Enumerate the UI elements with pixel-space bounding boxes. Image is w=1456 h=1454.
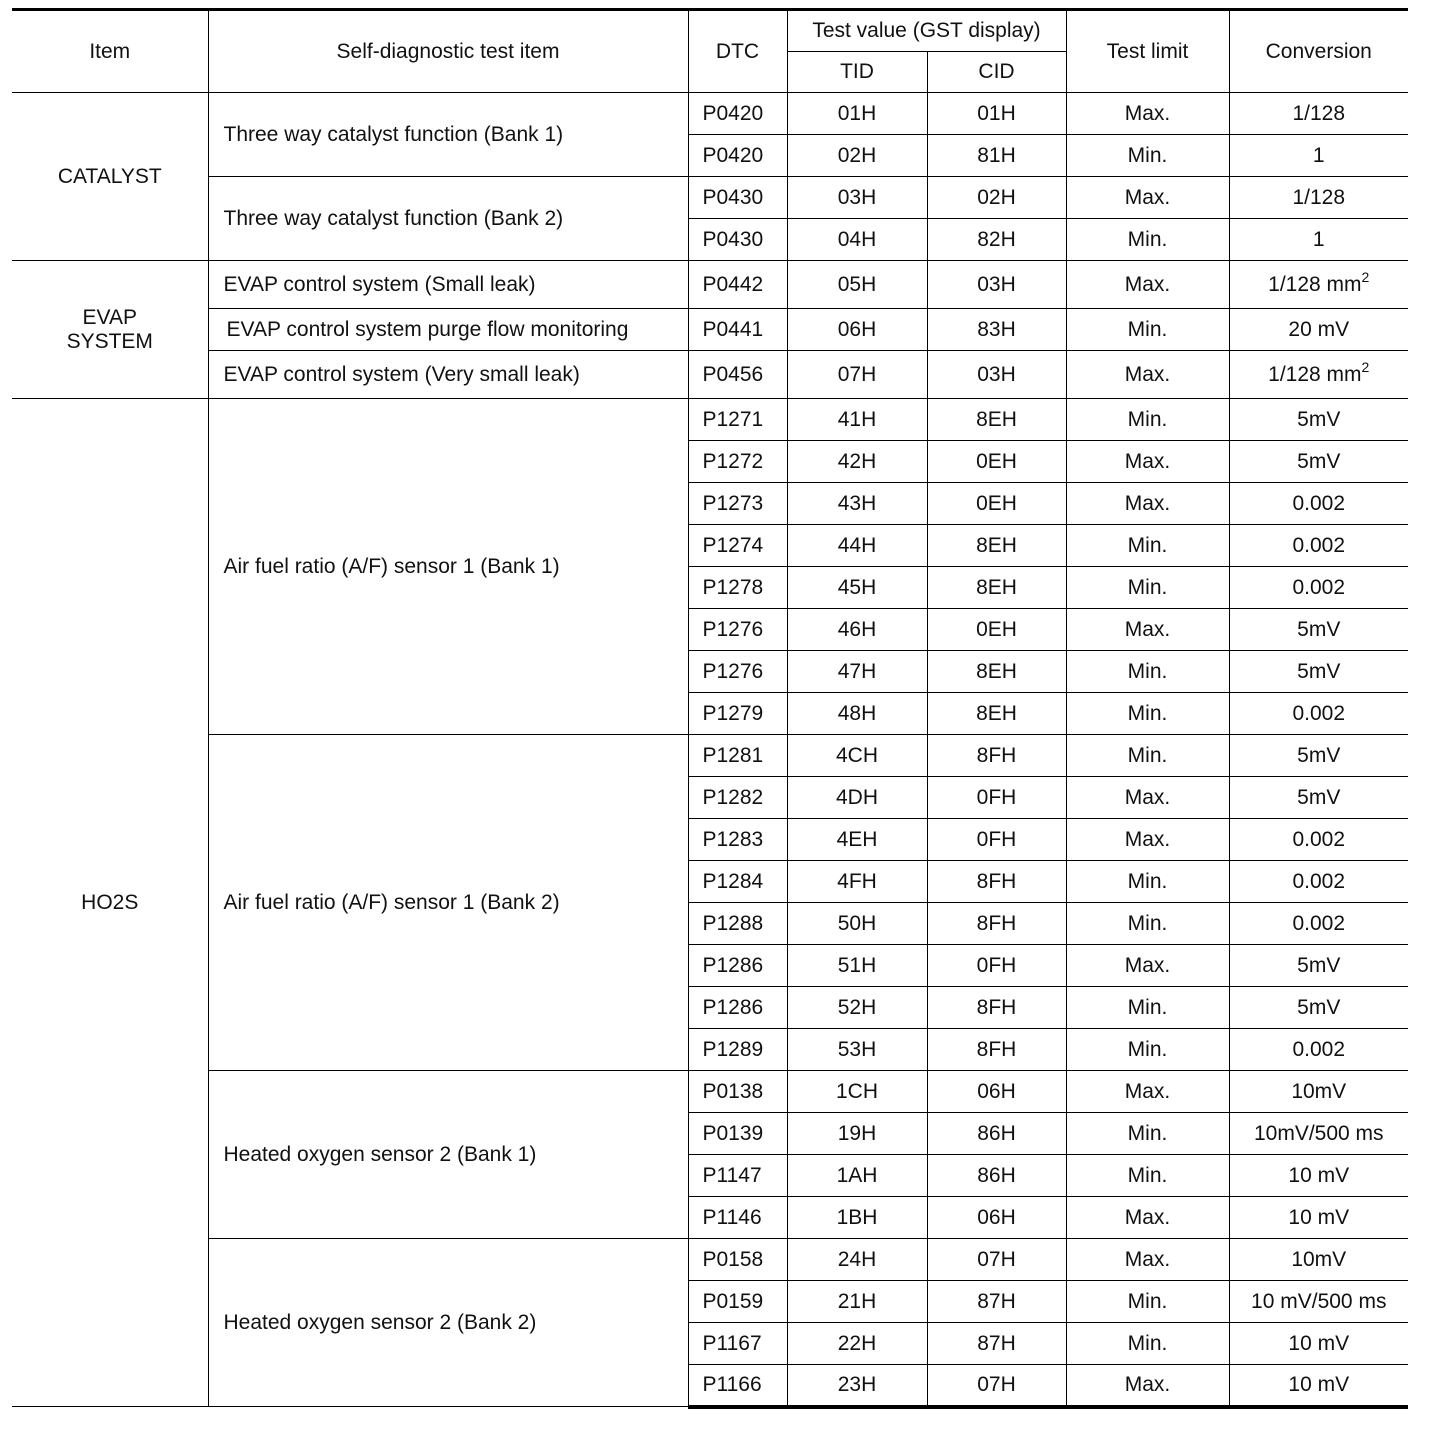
tid-cell: 06H: [787, 309, 927, 351]
conversion-value: 10 mV: [1288, 1331, 1350, 1355]
conversion-cell: [1229, 177, 1408, 219]
conversion-cell: [1229, 777, 1408, 819]
test-limit-cell: Min.: [1066, 567, 1229, 609]
cid-cell: 07H: [927, 1239, 1066, 1281]
test-limit-cell: Max.: [1066, 609, 1229, 651]
cid-cell: 87H: [927, 1323, 1066, 1365]
test-limit-cell: Min.: [1066, 219, 1229, 261]
cid-cell: 8FH: [927, 987, 1066, 1029]
tid-cell: 51H: [787, 945, 927, 987]
item-cell: EVAP SYSTEM: [12, 261, 208, 399]
test-limit-cell: Max.: [1066, 1071, 1229, 1113]
dtc-cell: P1278: [688, 567, 787, 609]
tid-cell: 47H: [787, 651, 927, 693]
conversion-value: 5mV: [1297, 617, 1341, 641]
conversion-value: 10 mV: [1288, 1205, 1350, 1229]
dtc-cell: P0430: [688, 219, 787, 261]
test-limit-cell: Min.: [1066, 1155, 1229, 1197]
tid-cell: 07H: [787, 351, 927, 399]
test-limit-cell: Max.: [1066, 1365, 1229, 1407]
tid-cell: 02H: [787, 135, 927, 177]
cid-cell: 0FH: [927, 945, 1066, 987]
table-row: [12, 309, 1408, 351]
cid-cell: 8EH: [927, 693, 1066, 735]
table-row: [12, 1071, 1408, 1113]
conversion-cell: [1229, 351, 1408, 399]
conversion-cell: [1229, 819, 1408, 861]
cid-cell: 81H: [927, 135, 1066, 177]
conversion-value: 0.002: [1292, 827, 1346, 851]
dtc-cell: P1276: [688, 651, 787, 693]
self-diagnostic-table: [12, 8, 1408, 1409]
cid-cell: 8EH: [927, 525, 1066, 567]
cid-cell: 06H: [927, 1197, 1066, 1239]
dtc-cell: P0159: [688, 1281, 787, 1323]
test-limit-cell: Min.: [1066, 1323, 1229, 1365]
conversion-value: 20 mV: [1288, 317, 1350, 341]
conversion-value: 5mV: [1297, 407, 1341, 431]
cid-cell: 8FH: [927, 735, 1066, 777]
conversion-value: 5mV: [1297, 785, 1341, 809]
test-item-cell: Air fuel ratio (A/F) sensor 1 (Bank 2): [208, 735, 688, 1071]
conversion-cell: [1229, 1239, 1408, 1281]
conversion-superscript: 2: [1361, 358, 1370, 375]
tid-cell: 23H: [787, 1365, 927, 1407]
test-item-cell: Air fuel ratio (A/F) sensor 1 (Bank 1): [208, 399, 688, 735]
dtc-cell: P1286: [688, 987, 787, 1029]
conversion-cell: [1229, 399, 1408, 441]
conversion-cell: [1229, 1323, 1408, 1365]
dtc-cell: P1166: [688, 1365, 787, 1407]
conversion-cell: [1229, 93, 1408, 135]
conversion-value: 0.002: [1292, 491, 1346, 515]
dtc-cell: P0420: [688, 93, 787, 135]
conversion-value: 0.002: [1292, 701, 1346, 725]
test-item-cell: Heated oxygen sensor 2 (Bank 1): [208, 1071, 688, 1239]
cid-cell: 8EH: [927, 651, 1066, 693]
dtc-cell: P1289: [688, 1029, 787, 1071]
test-limit-cell: Min.: [1066, 135, 1229, 177]
test-limit-cell: Max.: [1066, 177, 1229, 219]
conversion-cell: [1229, 525, 1408, 567]
test-limit-cell: Min.: [1066, 987, 1229, 1029]
conversion-cell: [1229, 1029, 1408, 1071]
tid-cell: 04H: [787, 219, 927, 261]
dtc-cell: P0430: [688, 177, 787, 219]
conversion-cell: [1229, 309, 1408, 351]
test-limit-cell: Min.: [1066, 735, 1229, 777]
dtc-cell: P0139: [688, 1113, 787, 1155]
conversion-value: 10mV: [1291, 1079, 1347, 1103]
table-row: [12, 177, 1408, 219]
conversion-value: 1: [1312, 143, 1325, 167]
test-limit-cell: Min.: [1066, 651, 1229, 693]
dtc-cell: P0138: [688, 1071, 787, 1113]
conversion-value: 10mV: [1291, 1247, 1347, 1271]
header-test-limit: Test limit: [1066, 10, 1229, 93]
test-limit-cell: Max.: [1066, 351, 1229, 399]
dtc-cell: P1281: [688, 735, 787, 777]
conversion-cell: [1229, 261, 1408, 309]
cid-cell: 8FH: [927, 1029, 1066, 1071]
cid-cell: 8EH: [927, 567, 1066, 609]
test-item-cell: EVAP control system (Very small leak): [208, 351, 688, 399]
conversion-cell: [1229, 1365, 1408, 1407]
conversion-value: 5mV: [1297, 995, 1341, 1019]
conversion-cell: [1229, 693, 1408, 735]
conversion-value: 5mV: [1297, 743, 1341, 767]
cid-cell: 03H: [927, 351, 1066, 399]
conversion-value: 0.002: [1292, 911, 1346, 935]
conversion-value: 1/128 mm: [1268, 362, 1362, 386]
dtc-cell: P1279: [688, 693, 787, 735]
test-limit-cell: Min.: [1066, 525, 1229, 567]
cid-cell: 01H: [927, 93, 1066, 135]
cid-cell: 86H: [927, 1155, 1066, 1197]
conversion-cell: [1229, 945, 1408, 987]
cid-cell: 8EH: [927, 399, 1066, 441]
cid-cell: 03H: [927, 261, 1066, 309]
dtc-cell: P1272: [688, 441, 787, 483]
tid-cell: 52H: [787, 987, 927, 1029]
test-item-cell: Heated oxygen sensor 2 (Bank 2): [208, 1239, 688, 1407]
test-item-cell: Three way catalyst function (Bank 1): [208, 93, 688, 177]
table-row: [12, 261, 1408, 309]
test-item-cell: EVAP control system (Small leak): [208, 261, 688, 309]
tid-cell: 4EH: [787, 819, 927, 861]
dtc-cell: P1146: [688, 1197, 787, 1239]
tid-cell: 19H: [787, 1113, 927, 1155]
conversion-value: 10 mV/500 ms: [1251, 1289, 1387, 1313]
test-limit-cell: Max.: [1066, 93, 1229, 135]
cid-cell: 0FH: [927, 819, 1066, 861]
test-limit-cell: Min.: [1066, 1281, 1229, 1323]
cid-cell: 02H: [927, 177, 1066, 219]
conversion-value: 0.002: [1292, 575, 1346, 599]
conversion-cell: [1229, 1155, 1408, 1197]
conversion-cell: [1229, 219, 1408, 261]
tid-cell: 4FH: [787, 861, 927, 903]
conversion-cell: [1229, 483, 1408, 525]
conversion-cell: [1229, 651, 1408, 693]
conversion-value: 1/128 mm: [1268, 272, 1362, 296]
table-row: [12, 399, 1408, 441]
conversion-value: 10 mV: [1288, 1163, 1350, 1187]
conversion-cell: [1229, 1281, 1408, 1323]
table-body: [12, 93, 1408, 1407]
dtc-cell: P0441: [688, 309, 787, 351]
tid-cell: 21H: [787, 1281, 927, 1323]
conversion-cell: [1229, 903, 1408, 945]
header-test-item: Self-diagnostic test item: [208, 10, 688, 93]
tid-cell: 43H: [787, 483, 927, 525]
dtc-cell: P1288: [688, 903, 787, 945]
dtc-cell: P0420: [688, 135, 787, 177]
tid-cell: 24H: [787, 1239, 927, 1281]
dtc-cell: P1286: [688, 945, 787, 987]
tid-cell: 41H: [787, 399, 927, 441]
conversion-cell: [1229, 735, 1408, 777]
dtc-cell: P0158: [688, 1239, 787, 1281]
test-limit-cell: Min.: [1066, 861, 1229, 903]
conversion-value: 0.002: [1292, 1037, 1346, 1061]
tid-cell: 01H: [787, 93, 927, 135]
tid-cell: 48H: [787, 693, 927, 735]
table-row: [12, 1239, 1408, 1281]
cid-cell: 0FH: [927, 777, 1066, 819]
conversion-value: 1/128: [1292, 101, 1346, 125]
tid-cell: 1AH: [787, 1155, 927, 1197]
conversion-cell: [1229, 987, 1408, 1029]
conversion-value: 10 mV: [1288, 1372, 1350, 1396]
item-cell: CATALYST: [12, 93, 208, 261]
cid-cell: 82H: [927, 219, 1066, 261]
table-row: [12, 93, 1408, 135]
conversion-value: 0.002: [1292, 869, 1346, 893]
tid-cell: 42H: [787, 441, 927, 483]
dtc-cell: P1167: [688, 1323, 787, 1365]
tid-cell: 44H: [787, 525, 927, 567]
test-limit-cell: Max.: [1066, 777, 1229, 819]
dtc-cell: P1283: [688, 819, 787, 861]
tid-cell: 4CH: [787, 735, 927, 777]
cid-cell: 8FH: [927, 903, 1066, 945]
dtc-cell: P1147: [688, 1155, 787, 1197]
test-limit-cell: Min.: [1066, 399, 1229, 441]
test-limit-cell: Max.: [1066, 945, 1229, 987]
conversion-value: 5mV: [1297, 953, 1341, 977]
test-limit-cell: Max.: [1066, 261, 1229, 309]
cid-cell: 0EH: [927, 609, 1066, 651]
cid-cell: 06H: [927, 1071, 1066, 1113]
header-tid: TID: [787, 52, 927, 93]
cid-cell: 87H: [927, 1281, 1066, 1323]
conversion-cell: [1229, 861, 1408, 903]
conversion-value: 1/128: [1292, 185, 1346, 209]
header-item: Item: [12, 10, 208, 93]
conversion-cell: [1229, 567, 1408, 609]
conversion-cell: [1229, 135, 1408, 177]
header-test-value: Test value (GST display): [787, 10, 1066, 52]
dtc-cell: P1284: [688, 861, 787, 903]
tid-cell: 22H: [787, 1323, 927, 1365]
dtc-cell: P1282: [688, 777, 787, 819]
dtc-cell: P1271: [688, 399, 787, 441]
dtc-cell: P0442: [688, 261, 787, 309]
conversion-value: 5mV: [1297, 449, 1341, 473]
test-limit-cell: Min.: [1066, 1029, 1229, 1071]
tid-cell: 4DH: [787, 777, 927, 819]
table-row: [12, 735, 1408, 777]
test-limit-cell: Max.: [1066, 441, 1229, 483]
dtc-cell: P1273: [688, 483, 787, 525]
conversion-cell: [1229, 1071, 1408, 1113]
table-row: [12, 351, 1408, 399]
test-limit-cell: Max.: [1066, 1239, 1229, 1281]
test-item-cell: Three way catalyst function (Bank 2): [208, 177, 688, 261]
test-limit-cell: Max.: [1066, 1197, 1229, 1239]
header-conversion: Conversion: [1229, 10, 1408, 93]
cid-cell: 0EH: [927, 441, 1066, 483]
conversion-cell: [1229, 609, 1408, 651]
cid-cell: 07H: [927, 1365, 1066, 1407]
conversion-cell: [1229, 441, 1408, 483]
item-cell: HO2S: [12, 399, 208, 1407]
tid-cell: 45H: [787, 567, 927, 609]
tid-cell: 1CH: [787, 1071, 927, 1113]
dtc-cell: P1274: [688, 525, 787, 567]
cid-cell: 86H: [927, 1113, 1066, 1155]
tid-cell: 03H: [787, 177, 927, 219]
tid-cell: 50H: [787, 903, 927, 945]
conversion-value: 5mV: [1297, 659, 1341, 683]
tid-cell: 05H: [787, 261, 927, 309]
test-limit-cell: Min.: [1066, 309, 1229, 351]
conversion-cell: [1229, 1113, 1408, 1155]
header-dtc: DTC: [688, 10, 787, 93]
dtc-cell: P0456: [688, 351, 787, 399]
conversion-superscript: 2: [1361, 268, 1370, 285]
tid-cell: 1BH: [787, 1197, 927, 1239]
test-item-cell: EVAP control system purge flow monitoring: [208, 309, 688, 351]
dtc-cell: P1276: [688, 609, 787, 651]
test-limit-cell: Max.: [1066, 483, 1229, 525]
dtc-table-container: [12, 8, 1408, 1409]
test-limit-cell: Min.: [1066, 1113, 1229, 1155]
test-limit-cell: Min.: [1066, 693, 1229, 735]
conversion-cell: [1229, 1197, 1408, 1239]
test-limit-cell: Min.: [1066, 903, 1229, 945]
cid-cell: 8FH: [927, 861, 1066, 903]
table-header: [12, 10, 1408, 93]
conversion-value: 0.002: [1292, 533, 1346, 557]
cid-cell: 83H: [927, 309, 1066, 351]
tid-cell: 53H: [787, 1029, 927, 1071]
conversion-value: 1: [1312, 227, 1325, 251]
header-cid: CID: [927, 52, 1066, 93]
test-limit-cell: Max.: [1066, 819, 1229, 861]
conversion-value: 10mV/500 ms: [1253, 1121, 1384, 1145]
tid-cell: 46H: [787, 609, 927, 651]
cid-cell: 0EH: [927, 483, 1066, 525]
